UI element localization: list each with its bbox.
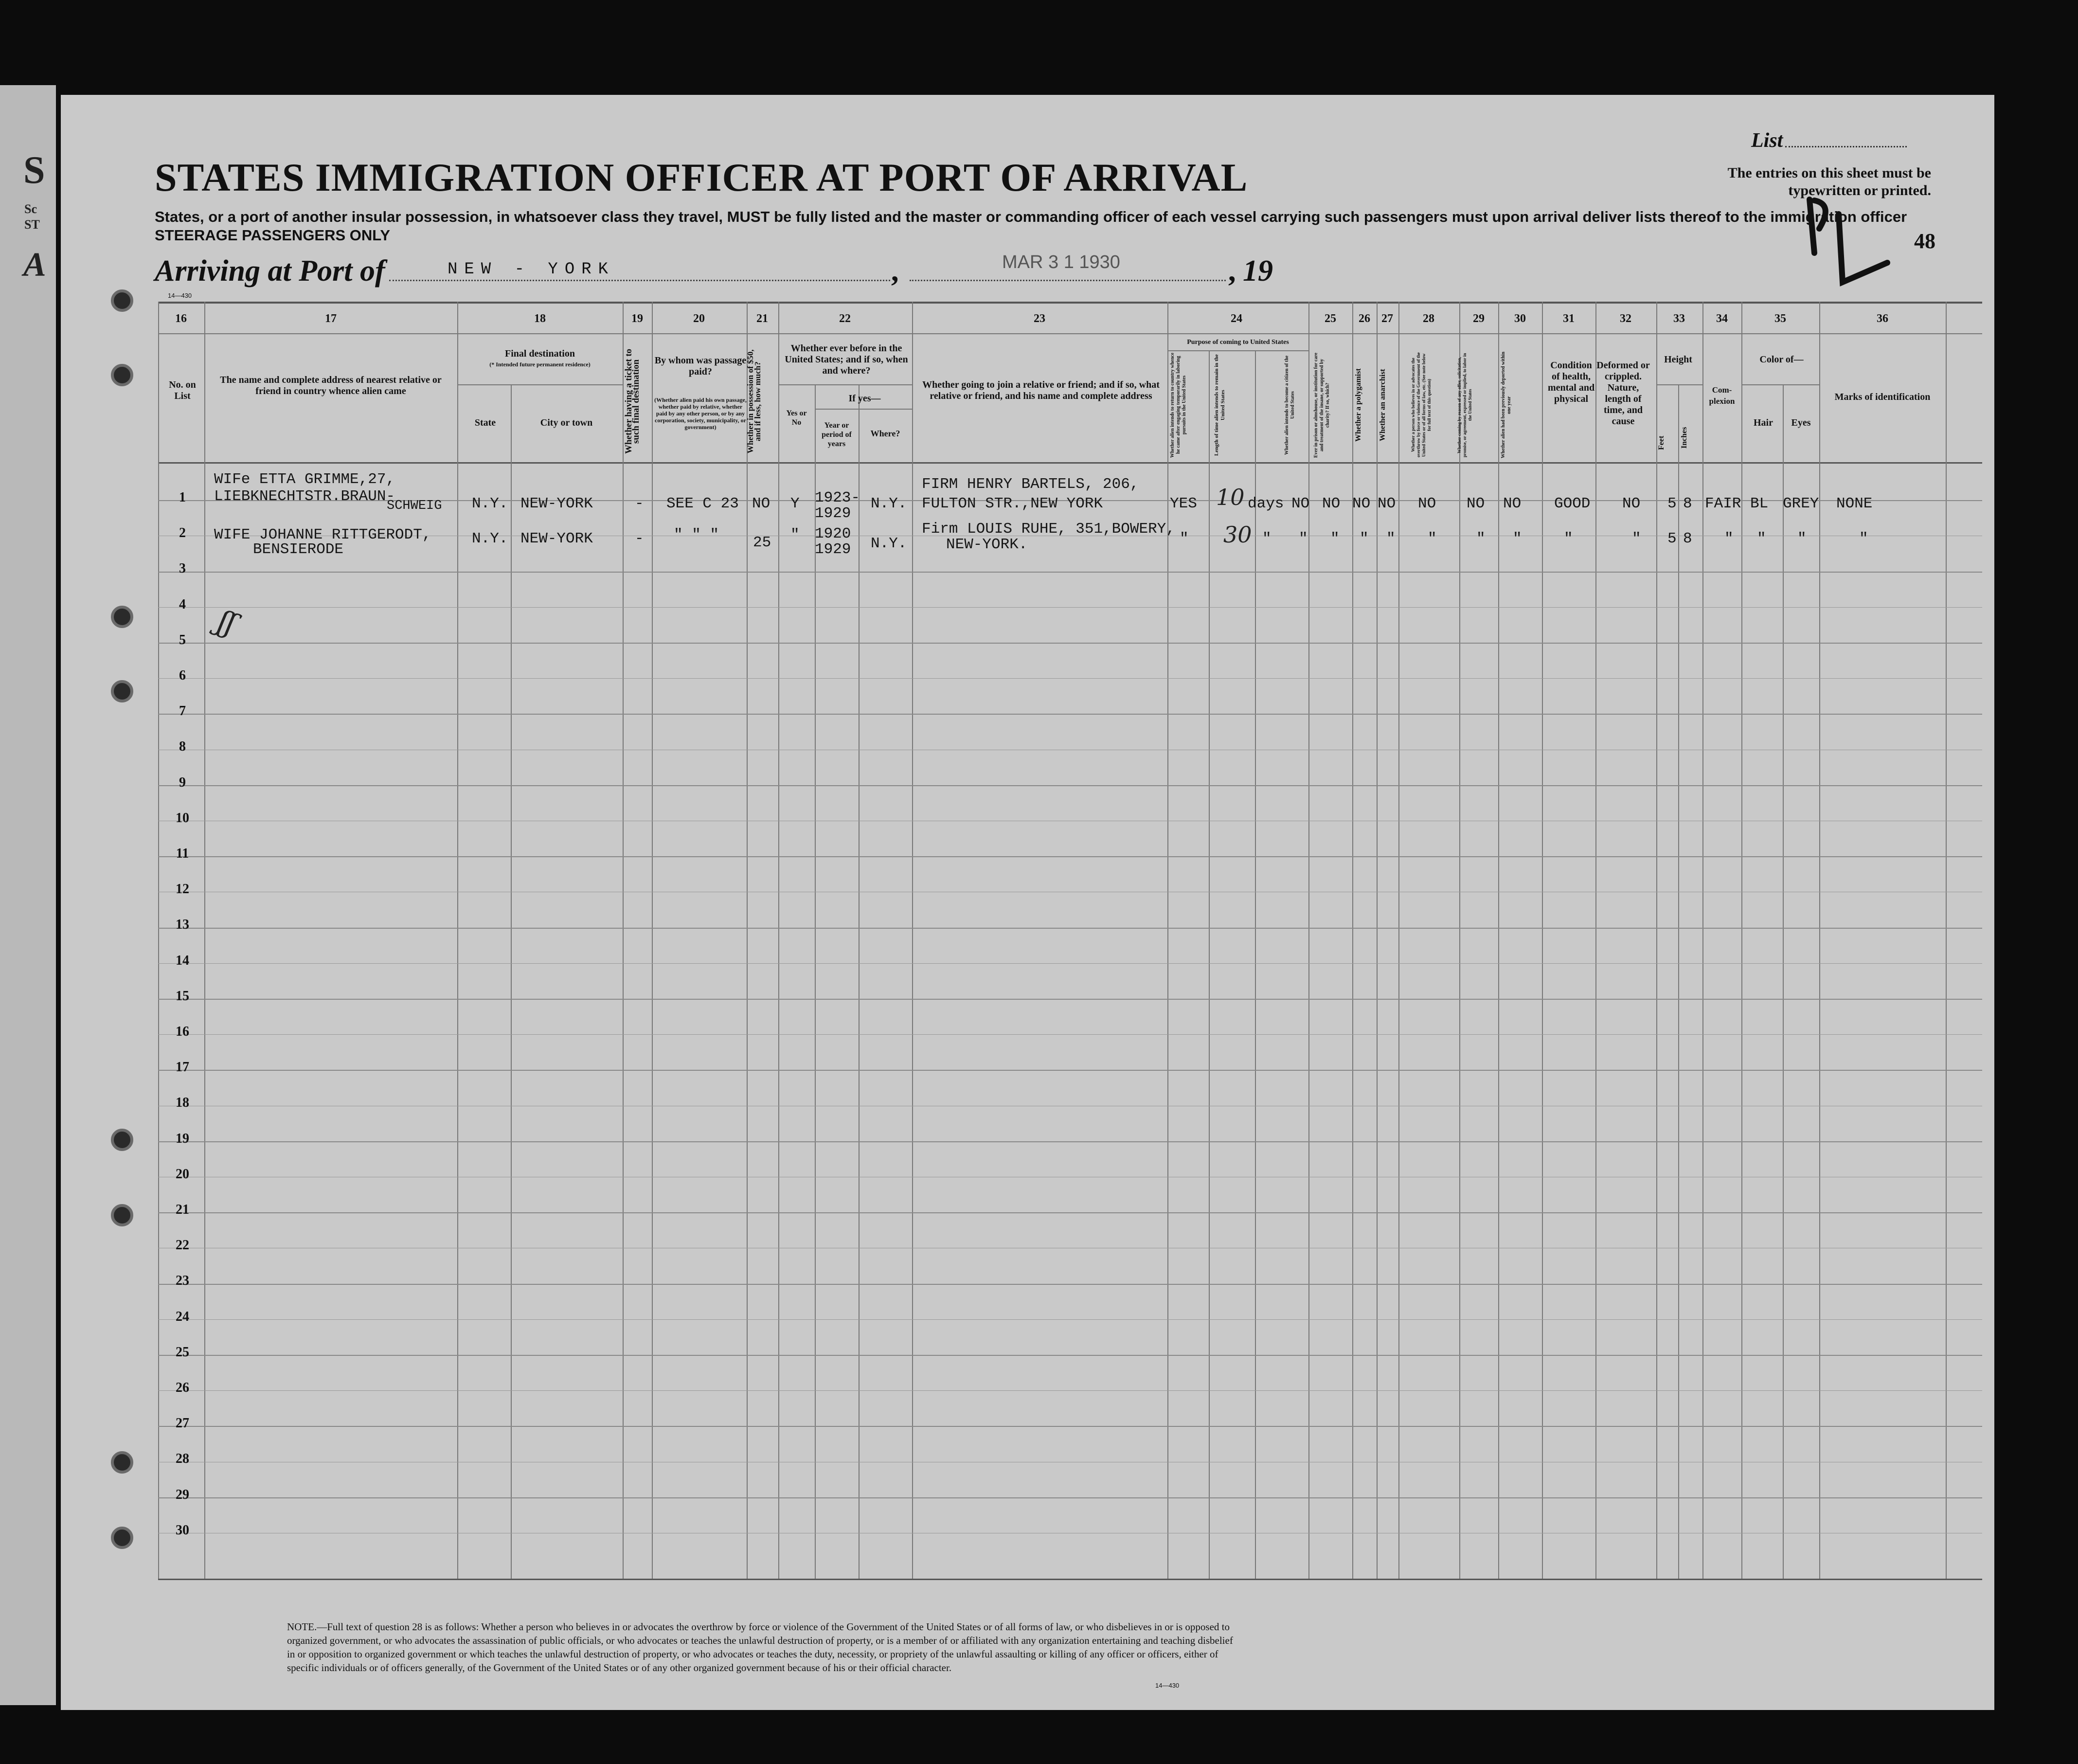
grid-line — [912, 302, 913, 1579]
row2-polygamist: " — [1360, 530, 1369, 547]
comma: , — [891, 254, 899, 288]
manifest-sheet — [61, 95, 1994, 1710]
column-number: 24 — [1231, 312, 1242, 325]
row2-before-yn: " — [790, 526, 800, 543]
grid-line — [623, 302, 624, 1579]
row1-deported: NO — [1503, 495, 1522, 512]
column-number: 35 — [1774, 312, 1786, 325]
header-citizen: Whether alien intends to become a citizen of the United States — [1284, 355, 1295, 455]
grid-line — [158, 999, 1982, 1000]
row-number: 30 — [176, 1522, 189, 1538]
row-number: 6 — [179, 668, 186, 683]
header-height: Height — [1664, 354, 1692, 365]
date-blank — [910, 280, 1226, 281]
column-number: 27 — [1381, 312, 1393, 325]
row-number: 27 — [176, 1416, 189, 1431]
punch-hole — [111, 1451, 133, 1474]
form-number-bottom: 14—430 — [1155, 1682, 1180, 1689]
header-joining-relative: Whether going to join a relative or friend; and if so, what relative or friend, and his name and complete address — [922, 379, 1160, 401]
grid-line — [158, 462, 1982, 464]
adjacent-page-fragment — [0, 85, 56, 1705]
row1-relative-line1: WIFe ETTA GRIMME,27, — [214, 471, 395, 488]
row2-citizen: " — [1299, 530, 1308, 547]
column-number: 32 — [1620, 312, 1631, 325]
row1-anarchist: NO — [1378, 495, 1396, 512]
row1-marks: NONE — [1836, 495, 1873, 512]
row2-joining-line1: Firm LOUIS RUHE, 351,BOWERY, — [922, 521, 1175, 538]
grid-line — [815, 409, 912, 410]
grid-line — [1678, 384, 1679, 1579]
header-period: Year or period of years — [822, 421, 852, 448]
row-number: 4 — [179, 596, 186, 612]
grid-line — [1741, 384, 1819, 385]
row-number: 8 — [179, 739, 186, 755]
header-inches: Inches — [1680, 427, 1688, 449]
row2-deformed: " — [1632, 530, 1641, 547]
row1-offer: NO — [1467, 495, 1485, 512]
row2-money: 25 — [753, 534, 771, 551]
grid-line — [158, 1497, 1982, 1498]
column-number: 16 — [175, 312, 187, 325]
header-marks: Marks of identification — [1834, 392, 1931, 402]
grid-line — [158, 714, 1982, 715]
column-number: 22 — [839, 312, 851, 325]
row2-inches: 8 — [1683, 530, 1692, 547]
grid-line — [158, 1212, 1982, 1213]
grid-line — [1656, 302, 1657, 1579]
row1-before-years-2: 1929 — [815, 505, 851, 522]
row-number: 9 — [179, 774, 186, 790]
header-polygamist: Whether a polygamist — [1354, 368, 1362, 442]
grid-line — [158, 333, 1982, 334]
grid-line — [1946, 302, 1947, 1579]
column-number: 30 — [1514, 312, 1526, 325]
column-number: 36 — [1877, 312, 1888, 325]
header-overthrow: Whether a person who believes in or advocates the overthrow by force or violence of the Government of the United States or of all forms of law, etc. (See note below for full text of this question) — [1411, 352, 1432, 458]
header-purpose: Purpose of coming to United States — [1187, 339, 1289, 346]
list-number-blank — [1785, 146, 1907, 147]
punch-hole — [111, 1527, 133, 1549]
header-passage-paid-note: (Whether alien paid his own passage, whether paid by relative, whether paid by any other person, or by any corporation, society, municipality, or government) — [654, 396, 747, 431]
row2-ticket: - — [635, 530, 644, 547]
grid-line — [1352, 302, 1353, 1579]
row1-health: GOOD — [1554, 495, 1591, 512]
row1-return: YES — [1170, 495, 1197, 512]
punch-hole — [111, 289, 133, 312]
header-nearest-relative: The name and complete address of nearest relative or friend in country whence alien came — [220, 375, 442, 396]
punch-hole — [111, 364, 133, 386]
row-number: 3 — [179, 561, 186, 576]
row2-joining-line2: NEW-YORK. — [946, 536, 1028, 553]
row-number: 12 — [176, 882, 189, 897]
column-number: 19 — [631, 312, 643, 325]
row1-eyes: GREY — [1783, 495, 1819, 512]
row1-before-where: N.Y. — [871, 495, 907, 512]
header-final-destination-note: (* Intended future permanent residence) — [489, 361, 591, 368]
grid-line — [1783, 384, 1784, 1579]
grid-line — [158, 572, 1982, 573]
grid-line — [158, 1355, 1982, 1356]
grid-line — [1819, 302, 1820, 1579]
row-number: 20 — [176, 1166, 189, 1182]
row1-before-years-1: 1923- — [815, 489, 860, 506]
header-color-of: Color of— — [1759, 354, 1804, 365]
grid-line — [511, 384, 512, 1579]
header-ticket: Whether having a ticket to such final destination — [624, 348, 641, 454]
header-where: Where? — [870, 429, 900, 438]
punch-hole — [111, 680, 133, 702]
row-number: 21 — [176, 1202, 189, 1217]
port-blank — [389, 280, 890, 281]
grid-line — [1595, 302, 1596, 1579]
row2-overthrow: " — [1428, 530, 1437, 547]
punch-hole — [111, 1204, 133, 1226]
column-number: 18 — [534, 312, 546, 325]
grid-line — [1702, 302, 1703, 1579]
row-number: 2 — [179, 525, 186, 541]
row2-relative-line1: WIFE JOHANNE RITTGERODT, — [214, 526, 431, 543]
list-label: List — [1751, 129, 1783, 152]
row2-relative-line2: BENSIERODE — [253, 541, 344, 558]
row1-before-yn: Y — [790, 495, 800, 512]
row2-feet: 5 — [1667, 530, 1677, 547]
header-intends-return: Whether alien intends to return to country whence he came after engaging temporarily in laboring pursuits in the United States — [1170, 352, 1187, 458]
grid-line — [158, 1034, 1982, 1035]
row-number: 18 — [176, 1095, 189, 1111]
header-yes-or-no: Yes or No — [786, 409, 807, 427]
row-number: 1 — [179, 490, 186, 505]
grid-line — [158, 1579, 1982, 1580]
row1-deformed: NO — [1622, 495, 1641, 512]
port-value: NEW - YORK — [448, 260, 615, 279]
header-before-in-us: Whether ever before in the United States; and if so, when and where? — [785, 343, 908, 376]
column-number: 34 — [1716, 312, 1728, 325]
header-anarchist: Whether an anarchist — [1379, 369, 1387, 441]
header-feet: Feet — [1657, 435, 1666, 450]
row2-offer: " — [1476, 530, 1486, 547]
header-hair: Hair — [1754, 417, 1773, 428]
handwritten-initials-mark — [1800, 195, 1892, 292]
handwritten-scribble: ʃʃ — [214, 604, 240, 642]
row-number: 5 — [179, 632, 186, 648]
grid-line — [158, 302, 159, 1579]
date-stamp: MAR 3 1 1930 — [1002, 252, 1120, 272]
fragment-letter: A — [23, 246, 46, 284]
header-deformed: Deformed or crippled. Nature, length of time, and cause — [1596, 360, 1650, 427]
grid-line — [1741, 302, 1742, 1579]
grid-line — [158, 607, 1982, 608]
row1-complexion: FAIR — [1705, 495, 1741, 512]
row2-return: " — [1180, 530, 1189, 547]
header-labor-offer: Whether coming by reason of any offer, solicitation, promise, or agreement, expressed or implied, to labor in the United States — [1457, 353, 1472, 457]
row2-anarchist: " — [1386, 530, 1396, 547]
row1-joining-line1: FIRM HENRY BARTELS, 206, — [922, 476, 1139, 493]
row2-before-years-1: 1920 — [815, 525, 851, 542]
column-number: 20 — [693, 312, 705, 325]
fragment-letter: S — [23, 149, 45, 192]
grid-line — [1377, 302, 1378, 1579]
row2-marks: " — [1859, 530, 1868, 547]
row-number: 28 — [176, 1451, 189, 1467]
punch-hole — [111, 606, 133, 628]
header-no-on-list: No. on List — [169, 379, 196, 401]
fragment-letter: Sc — [24, 202, 37, 216]
steerage-label: STEERAGE PASSENGERS ONLY — [155, 227, 391, 244]
column-number: 33 — [1673, 312, 1685, 325]
grid-line — [457, 384, 623, 385]
header-complexion: Com-plexion — [1709, 385, 1735, 406]
row-number: 13 — [176, 917, 189, 933]
form-title: STATES IMMIGRATION OFFICER AT PORT OF ARRIVAL — [155, 155, 1248, 199]
row1-citizen: NO — [1291, 495, 1310, 512]
row-number: 19 — [176, 1131, 189, 1146]
column-number: 23 — [1034, 312, 1045, 325]
grid-line — [457, 302, 458, 1579]
typewritten-note: The entries on this sheet must be typewritten or printed. — [1727, 165, 1931, 198]
grid-line — [158, 1141, 1982, 1142]
grid-line — [1255, 350, 1256, 1579]
row2-length: " — [1262, 530, 1272, 547]
grid-line — [158, 1426, 1982, 1427]
row2-state: N.Y. — [472, 530, 508, 547]
row2-city: NEW-YORK — [520, 530, 593, 547]
row-number: 17 — [176, 1060, 189, 1075]
row-number: 15 — [176, 988, 189, 1004]
grid-line — [204, 302, 205, 1579]
grid-line — [158, 856, 1982, 857]
comma: , — [1228, 254, 1236, 288]
row-number: 25 — [176, 1344, 189, 1360]
column-number: 21 — [756, 312, 768, 325]
row-number: 29 — [176, 1487, 189, 1502]
row1-joining-line2: FULTON STR.,NEW YORK — [922, 495, 1103, 512]
header-prison: Ever in prison or almshouse, or institution for care and treatment of the insane, or supported by charity? If so, which? — [1313, 352, 1330, 458]
row1-length-handwritten: 10 — [1216, 484, 1245, 510]
row1-prison: NO — [1322, 495, 1341, 512]
row2-complexion: " — [1724, 530, 1734, 547]
row2-before-where: N.Y. — [871, 535, 907, 552]
row2-health: " — [1564, 530, 1573, 547]
header-eyes: Eyes — [1791, 417, 1811, 428]
row1-relative-line2: LIEBKNECHTSTR.BRAUN- — [214, 488, 395, 505]
grid-line — [158, 1284, 1982, 1285]
arriving-label: Arriving at Port of — [155, 254, 385, 288]
grid-line — [1398, 302, 1399, 1579]
grid-line — [778, 384, 912, 385]
grid-line — [747, 302, 748, 1579]
row-number: 16 — [176, 1024, 189, 1039]
header-deported: Whether alien had been previously deported within one year — [1501, 351, 1512, 459]
grid-line — [158, 928, 1982, 929]
row1-hair: BL — [1750, 495, 1769, 512]
row1-state: N.Y. — [472, 495, 508, 512]
column-number: 17 — [325, 312, 337, 325]
row2-paid-by: " " " — [674, 526, 719, 543]
form-subtitle: States, or a port of another insular possession, in whatsoever class they travel, MUST be fully listed and the master or commanding officer of each vessel carrying such passengers must upon arrival deliver lists thereof to the immigration officer — [155, 208, 1907, 225]
row2-before-years-2: 1929 — [815, 541, 851, 558]
header-final-destination: Final destination — [505, 348, 575, 359]
grid-line — [1498, 302, 1499, 1579]
row1-feet: 5 — [1667, 495, 1677, 512]
row1-city: NEW-YORK — [520, 495, 593, 512]
column-number: 31 — [1563, 312, 1575, 325]
grid-line — [1656, 384, 1702, 385]
row1-overthrow: NO — [1418, 495, 1436, 512]
row-number: 7 — [179, 703, 186, 719]
column-number: 29 — [1473, 312, 1485, 325]
row1-inches: 8 — [1683, 495, 1692, 512]
fragment-letter: ST — [24, 217, 40, 232]
row2-hair: " — [1757, 530, 1766, 547]
row1-polygamist: NO — [1352, 495, 1371, 512]
row-number: 22 — [176, 1238, 189, 1253]
header-length-of-stay: Length of time alien intends to remain in the United States — [1214, 354, 1226, 456]
page-number: 48 — [1914, 229, 1935, 253]
header-health: Condition of health, mental and physical — [1547, 360, 1595, 404]
grid-line — [778, 302, 779, 1579]
footnote-question-28: NOTE.—Full text of question 28 is as follows: Whether a person who believes in or advocates the overthrow by force or violence of the Government of the United States or of all forms of law, or who disbelieves in or is opposed to organized government, or who advocates the assassination of public officials, or who advocates or teaches the unlawful destruction of property, or is a member of or affiliated with any organization entertaining and teaching disbelief in or opposition to organized government or which teaches the unlawful destruction of property, or who advocates or teaches the duty, necessity, or propriety of the unlawful assaulting or killing of any officer or officers, either of specific individuals or of officers generally, of the Government of the United States or of any other organized government because of his or their official character. — [287, 1621, 1233, 1674]
grid-line — [859, 384, 860, 1579]
grid-line — [158, 963, 1982, 964]
grid-line — [158, 1390, 1982, 1391]
row-number: 23 — [176, 1273, 189, 1289]
year-prefix: 19 — [1243, 254, 1273, 288]
row1-paid-by: SEE C 23 — [666, 495, 739, 512]
column-number: 28 — [1423, 312, 1434, 325]
grid-line — [652, 302, 653, 1579]
grid-line — [158, 785, 1982, 786]
form-number: 14—430 — [168, 292, 192, 299]
grid-line — [158, 643, 1982, 644]
header-state: State — [474, 417, 496, 428]
grid-line — [1167, 302, 1168, 1579]
header-passage-paid: By whom was passage paid? — [654, 355, 747, 377]
row-number: 14 — [176, 953, 189, 968]
row-number: 24 — [176, 1309, 189, 1324]
grid-line — [158, 678, 1982, 679]
row1-ticket: - — [635, 495, 644, 512]
row2-eyes: " — [1797, 530, 1807, 547]
row-number: 11 — [176, 846, 189, 861]
row-number: 26 — [176, 1380, 189, 1395]
grid-line — [1459, 302, 1460, 1579]
row2-prison: " — [1330, 530, 1340, 547]
header-money: Whether in possession of $50, and if less, how much? — [746, 349, 762, 453]
row1-relative-line3: SCHWEIG — [387, 499, 442, 513]
column-number: 26 — [1359, 312, 1370, 325]
row2-length-handwritten: 30 — [1223, 522, 1252, 548]
column-number: 25 — [1325, 312, 1336, 325]
row1-money: NO — [752, 495, 770, 512]
grid-line — [1542, 302, 1543, 1579]
grid-line — [815, 384, 816, 1579]
punch-hole — [111, 1129, 133, 1151]
row-number: 10 — [176, 810, 189, 826]
grid-line — [1308, 302, 1309, 1579]
header-if-yes: If yes— — [848, 393, 881, 404]
header-city: City or town — [540, 417, 593, 428]
row2-deported: " — [1513, 530, 1522, 547]
row1-length: days — [1248, 495, 1284, 512]
grid-line — [158, 1070, 1982, 1071]
grid-line — [158, 1319, 1982, 1320]
grid-line — [158, 302, 1982, 304]
grid-line — [1209, 350, 1210, 1579]
